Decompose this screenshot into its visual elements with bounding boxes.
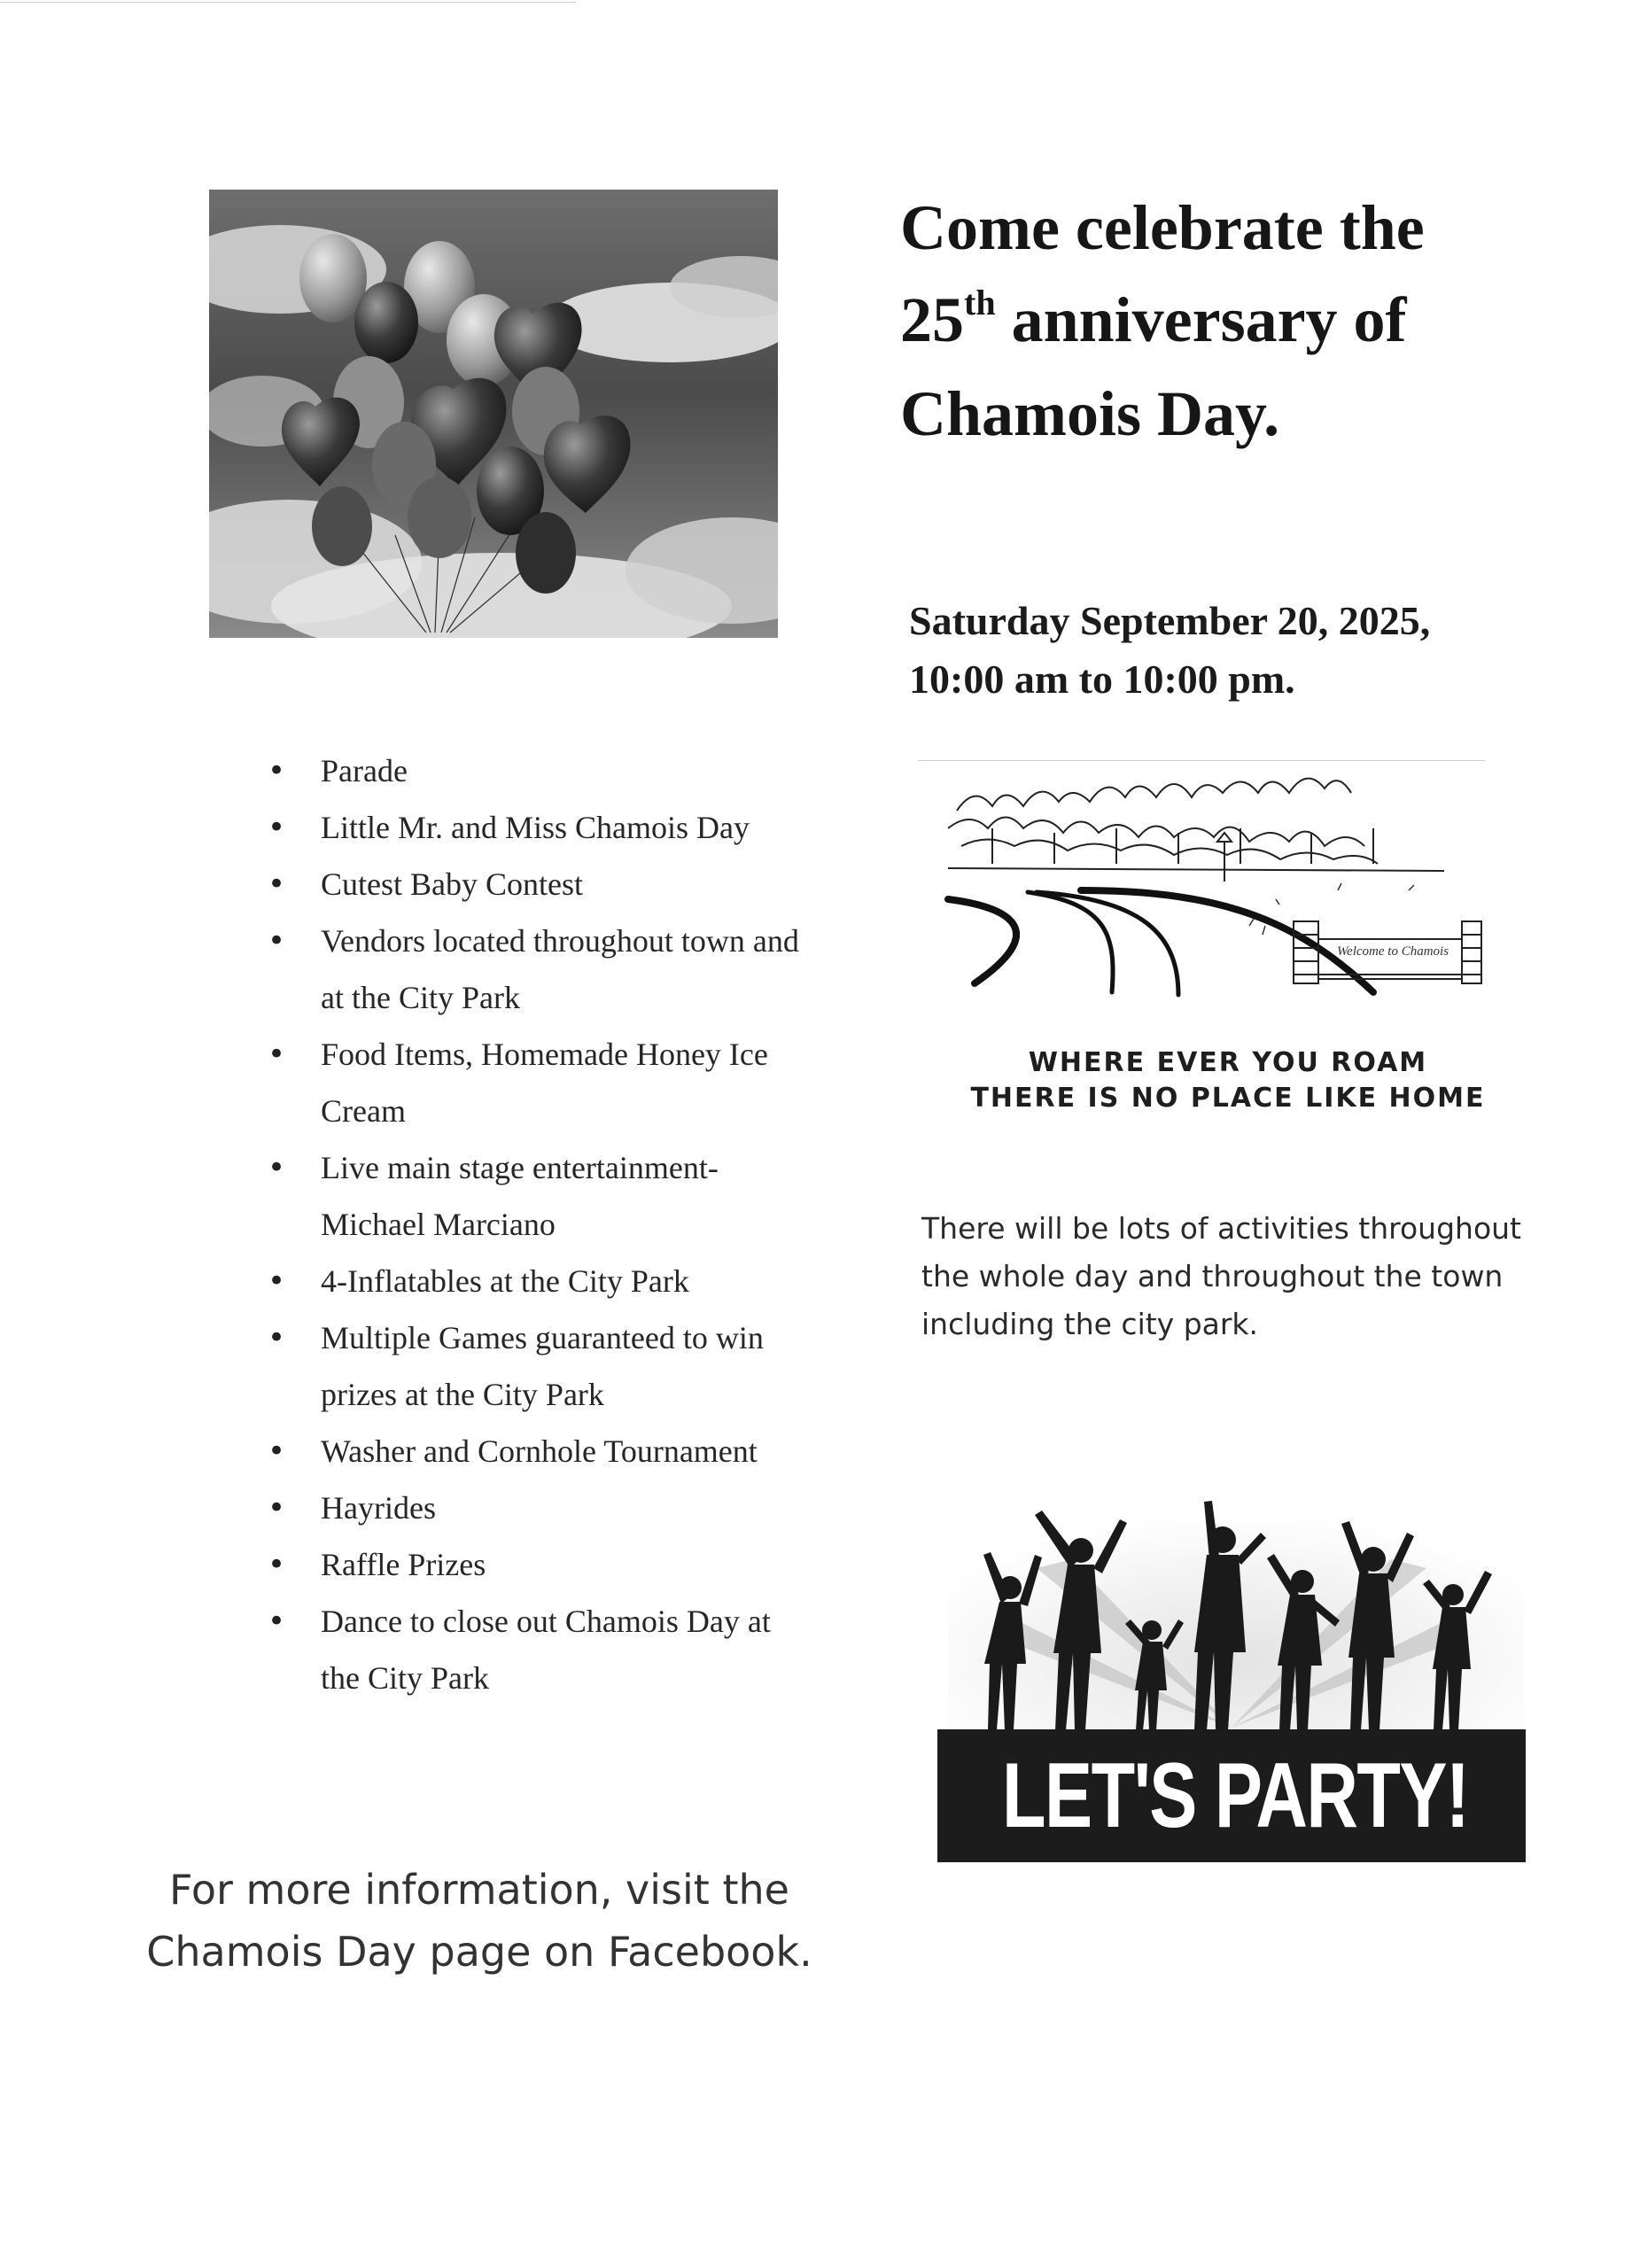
headline-line-3: Chamois Day. [900, 378, 1280, 449]
list-item: • Dance to close out Chamois Day at the City Park [266, 1593, 851, 1706]
list-item: • Raffle Prizes [266, 1536, 851, 1593]
lets-party-graphic [930, 1488, 1533, 1887]
list-item: • Washer and Cornhole Tournament [266, 1423, 851, 1480]
party-banner [937, 1729, 1526, 1862]
list-item: • Vendors located throughout town and at the City Park [266, 913, 851, 1026]
list-item: • Multiple Games guaranteed to win prizes at the City Park [266, 1309, 851, 1423]
activities-note-line-3: including the city park. [921, 1307, 1259, 1341]
activities-note [921, 1205, 1559, 1348]
event-date: Saturday September 20, 2025, [909, 598, 1431, 643]
event-datetime [909, 592, 1582, 709]
activities-note-line-1: There will be lots of activities throughout [921, 1211, 1521, 1246]
activities-note-line-2: the whole day and throughout the town [921, 1259, 1504, 1293]
balloons-photo [209, 190, 778, 638]
headline-line-2 [900, 274, 1574, 366]
more-info-line-1: For more information, visit the [169, 1866, 789, 1914]
list-item: • Food Items, Homemade Honey Ice Cream [266, 1026, 851, 1139]
list-item: • Live main stage entertainment- Michael Marciano [266, 1139, 851, 1253]
event-time: 10:00 am to 10:00 pm. [909, 656, 1295, 702]
list-item: • Hayrides [266, 1480, 851, 1536]
headline-line-1: Come celebrate the [900, 192, 1425, 263]
slogan-line-1: WHERE EVER YOU ROAM [1028, 1047, 1428, 1078]
headline-anniversary-of: anniversary of [995, 284, 1407, 355]
more-info-line-2: Chamois Day page on Facebook. [146, 1928, 812, 1976]
activities-list [266, 742, 851, 1706]
list-item: • Parade [266, 742, 851, 799]
welcome-road-sketch [913, 757, 1488, 1006]
slogan [962, 1045, 1494, 1116]
list-item: • Little Mr. and Miss Chamois Day [266, 799, 851, 856]
headline-anniversary-number: 25 [900, 284, 964, 355]
welcome-sign-text: Welcome to Chamois [1336, 944, 1449, 959]
list-item: • 4-Inflatables at the City Park [266, 1253, 851, 1309]
more-info-facebook [112, 1859, 847, 1983]
list-item: • Cutest Baby Contest [266, 856, 851, 913]
headline [900, 182, 1574, 460]
scan-edge-top [0, 2, 576, 3]
headline-ordinal-suffix: th [964, 283, 996, 322]
slogan-line-2: THERE IS NO PLACE LIKE HOME [970, 1083, 1486, 1114]
party-banner-text: LET'S PARTY! [1002, 1744, 1469, 1847]
